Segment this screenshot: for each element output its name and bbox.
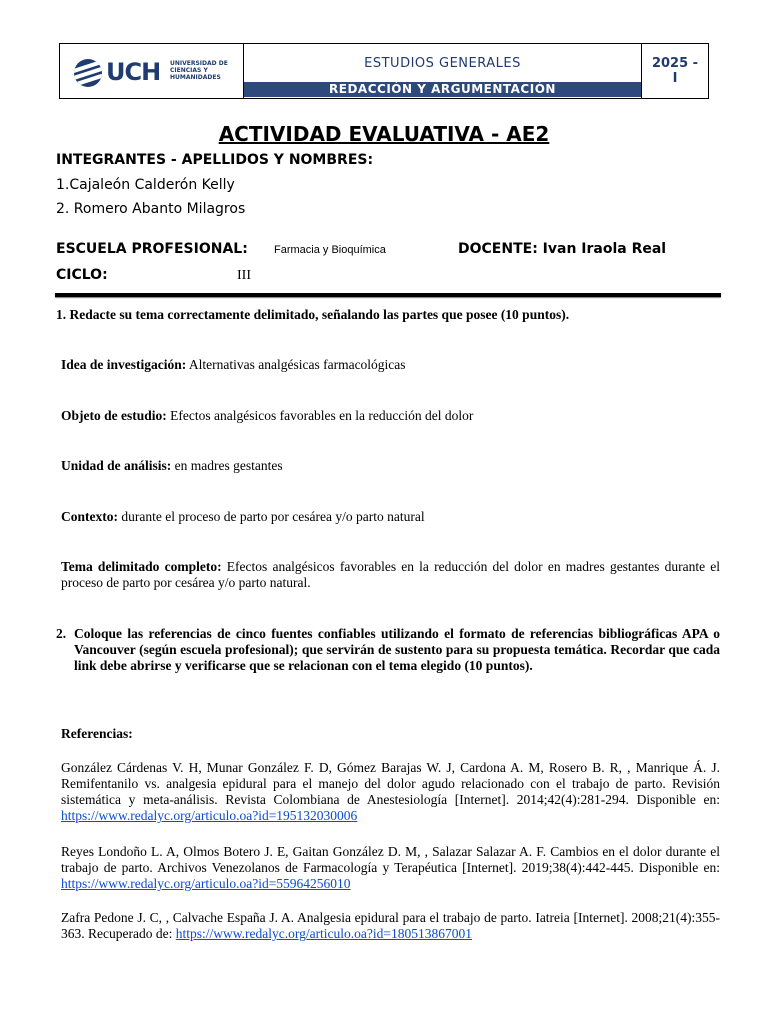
context: Contexto: durante el proceso de parto por cesárea y/o parto natural bbox=[61, 509, 425, 524]
delimited-topic: Tema delimitado completo: Efectos analgésicos favorables en la reducción del dolor en madres gestantes durante el proceso de parto por cesárea y/o parto natural. bbox=[61, 559, 721, 590]
header-table bbox=[59, 43, 709, 99]
reference-link[interactable]: https://www.redalyc.org/articulo.oa?id=180513867001 bbox=[175, 926, 473, 941]
reference-item: Zafra Pedone J. C, , Calvache España J. A. Analgesia epidural para el trabajo de parto. Iatreia [Internet]. 2008;21(4):355-363. Recuperado de: https://www.redalyc.org/articulo.oa?id=180513867001 bbox=[61, 910, 720, 941]
academic-term: 2025 - I bbox=[651, 56, 699, 86]
research-idea: Idea de investigación: Alternativas analgésicas farmacológicas bbox=[61, 357, 406, 372]
cycle-label: CICLO: bbox=[56, 267, 108, 283]
page-title: ACTIVIDAD EVALUATIVA - AE2 bbox=[218, 122, 550, 146]
course-name: REDACCIÓN Y ARGUMENTACIÓN bbox=[244, 82, 641, 97]
question-2-text: Coloque las referencias de cinco fuentes confiables utilizando el formato de referencias bibliográficas APA o Vancouver (según escuela profesional); que servirán de sustento para su propuesta temática. Recordar que cada link debe abrirse y verificarse que se relacionan con el tema elegido (10 puntos). bbox=[74, 626, 720, 673]
teacher-label: DOCENTE: Ivan Iraola Real bbox=[458, 241, 667, 257]
logo-subtext: UNIVERSIDAD DE CIENCIAS Y HUMANIDADES bbox=[170, 60, 228, 81]
reference-link[interactable]: https://www.redalyc.org/articulo.oa?id=195132030006 bbox=[61, 808, 358, 823]
course-cell bbox=[244, 44, 642, 98]
cycle-value: III bbox=[237, 268, 251, 283]
question-2 bbox=[56, 626, 720, 674]
study-object: Objeto de estudio: Efectos analgésicos favorables en la reducción del dolor bbox=[61, 408, 474, 423]
section-divider bbox=[55, 293, 721, 297]
department-name: ESTUDIOS GENERALES bbox=[364, 56, 521, 71]
uch-logo-icon bbox=[74, 59, 102, 87]
references-heading: Referencias: bbox=[61, 726, 133, 741]
school-label: ESCUELA PROFESIONAL: bbox=[56, 241, 248, 257]
members-label: INTEGRANTES - APELLIDOS Y NOMBRES: bbox=[56, 152, 374, 168]
logo-cell bbox=[60, 44, 244, 98]
analysis-unit: Unidad de análisis: en madres gestantes bbox=[61, 458, 283, 473]
year-cell bbox=[642, 44, 708, 98]
logo-text: UCH bbox=[106, 58, 161, 86]
member-2: 2. Romero Abanto Milagros bbox=[56, 201, 246, 217]
question-1: 1. Redacte su tema correctamente delimitado, señalando las partes que posee (10 puntos). bbox=[56, 307, 570, 322]
reference-item: González Cárdenas V. H, Munar González F. D, Gómez Barajas W. J, Cardona A. M, Rosero B. R, , Manrique Á. J. Remifentanilo vs. analgesia epidural para el manejo del dolor agudo relacionado con el trabajo de parto. Revisión sistemática y meta-análisis. Revista Colombiana de Anestesiología [Internet]. 2014;42(4):281-294. Disponible en: https://www.redalyc.org/articulo.oa?id=195132030006 bbox=[61, 760, 720, 823]
reference-item: Reyes Londoño L. A, Olmos Botero J. E, Gaitan González D. M, , Salazar Salazar A. F. Cambios en el dolor durante el trabajo de parto. Archivos Venezolanos de Farmacología y Terapéutica [Internet]. 2019;38(4):442-445. Disponible en: https://www.redalyc.org/articulo.oa?id=55964256010 bbox=[61, 844, 720, 891]
reference-link[interactable]: https://www.redalyc.org/articulo.oa?id=55964256010 bbox=[61, 876, 351, 891]
school-value: Farmacia y Bioquímica bbox=[274, 244, 386, 256]
question-2-number: 2. bbox=[56, 626, 67, 641]
member-1: 1.Cajaleón Calderón Kelly bbox=[56, 177, 235, 193]
